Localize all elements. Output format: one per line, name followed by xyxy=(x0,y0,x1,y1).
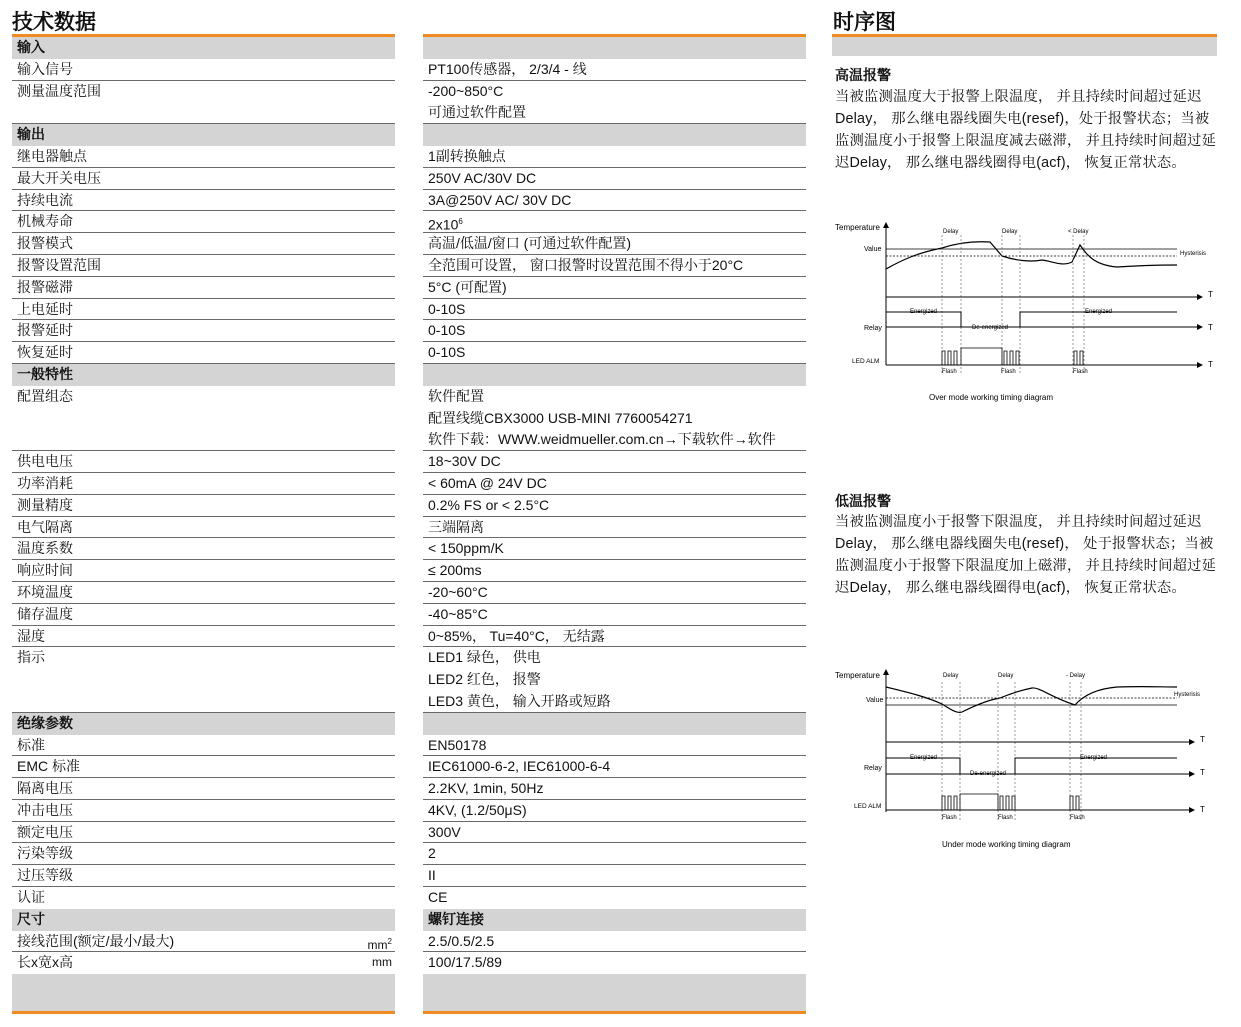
spec-value xyxy=(423,168,806,190)
spec-label-text: 一般特性 xyxy=(17,365,73,382)
spec-value xyxy=(423,952,806,974)
relay-label: Relay xyxy=(864,765,882,772)
spec-value xyxy=(423,582,806,604)
spec-value-text: 4KV, (1.2/50μS) xyxy=(428,801,527,818)
temperature-axis-label: Temperature xyxy=(835,223,880,232)
over-mode-timing-diagram xyxy=(832,215,1217,410)
spec-label xyxy=(12,647,395,669)
section-header-value xyxy=(423,124,806,146)
spec-value-text: 18~30V DC xyxy=(428,453,501,470)
spec-value-text: 0.2% FS or < 2.5°C xyxy=(428,496,550,513)
spec-label-text: 恢复延时 xyxy=(17,344,73,361)
spec-value xyxy=(423,255,806,277)
value-label: Value xyxy=(864,246,882,253)
spec-value-text: 0~85%， Tu=40°C， 无结露 xyxy=(428,627,605,644)
spec-value xyxy=(423,931,806,953)
spec-label-text: 接线范围(额定/最小/最大) xyxy=(17,932,175,949)
spec-label xyxy=(12,887,395,909)
spec-value xyxy=(423,735,806,757)
spec-label-text: 认证 xyxy=(17,889,45,906)
spec-label-column xyxy=(12,34,395,1014)
hysteresis-label: Hysterisis xyxy=(1180,251,1207,257)
spec-label xyxy=(12,691,395,713)
spec-label xyxy=(12,865,395,887)
spec-value-text: II xyxy=(428,867,436,884)
spec-label-text: 污染等级 xyxy=(17,845,73,862)
relay-label: Relay xyxy=(864,325,882,332)
spec-label xyxy=(12,626,395,648)
spec-value-text: 2.5/0.5/2.5 xyxy=(428,932,495,949)
over-mode-caption: Over mode working timing diagram xyxy=(929,393,1054,402)
high-alarm-title: 高温报警 xyxy=(835,67,891,83)
flash-label-1: Flash xyxy=(942,815,957,821)
spec-label xyxy=(12,582,395,604)
spec-value-text: 1副转换触点 xyxy=(428,147,506,164)
spec-value xyxy=(423,647,806,669)
spec-value xyxy=(423,342,806,364)
t-label-3: T xyxy=(1200,805,1205,814)
delay-label-3: - Delay xyxy=(1066,673,1086,679)
spec-value xyxy=(423,756,806,778)
section-header-value xyxy=(423,37,806,59)
spec-label xyxy=(12,255,395,277)
delay-label-1: Delay xyxy=(943,229,959,235)
spec-label xyxy=(12,81,395,103)
spec-label xyxy=(12,320,395,342)
spec-label xyxy=(12,538,395,560)
spec-value-text: 三端隔离 xyxy=(428,518,484,535)
under-mode-timing-diagram xyxy=(832,662,1217,857)
spec-label xyxy=(12,843,395,865)
spec-label xyxy=(12,560,395,582)
delay-label-2: Delay xyxy=(998,673,1014,679)
spec-label-text: 指示 xyxy=(17,649,45,666)
t-label-2: T xyxy=(1208,323,1213,332)
spec-value-text: 可通过软件配置 xyxy=(428,104,526,121)
section-header xyxy=(12,713,395,735)
spec-value xyxy=(423,429,806,451)
spec-label-text: 冲击电压 xyxy=(17,801,73,818)
spec-value xyxy=(423,691,806,713)
spec-value xyxy=(423,451,806,473)
spec-value-text: EN50178 xyxy=(428,736,487,753)
spec-value xyxy=(423,59,806,81)
spec-label xyxy=(12,146,395,168)
spec-value-text: 螺钉连接 xyxy=(428,910,484,927)
spec-label-text: 输出 xyxy=(17,126,45,143)
section-header-value xyxy=(423,713,806,735)
spec-label xyxy=(12,800,395,822)
flash-label-3: Flash xyxy=(1073,369,1088,375)
spec-value-text: LED3 黄色， 输入开路或短路 xyxy=(428,692,611,709)
spec-value-text: 100/17.5/89 xyxy=(428,954,502,971)
spec-label-text: 过压等级 xyxy=(17,867,73,884)
spec-value-text: 300V xyxy=(428,823,461,840)
spec-label-text: 持续电流 xyxy=(17,191,73,208)
energized-label-1: Energized xyxy=(910,309,938,315)
spec-value-text: 250V AC/30V DC xyxy=(428,169,537,186)
spec-value-column xyxy=(423,34,806,1014)
spec-value-text: 软件配置 xyxy=(428,387,484,404)
low-alarm-title: 低温报警 xyxy=(835,493,891,509)
spec-label xyxy=(12,669,395,691)
flash-label-1: Flash xyxy=(942,369,957,375)
spec-value-text: 配置线缆CBX3000 USB-MINI 7760054271 xyxy=(428,409,693,426)
spec-label xyxy=(12,429,395,451)
spec-value-text: IEC61000-6-2, IEC61000-6-4 xyxy=(428,758,611,775)
temperature-axis-label: Temperature xyxy=(835,671,880,680)
spec-label-text: 长x宽x高 xyxy=(17,954,73,971)
spec-label xyxy=(12,952,395,974)
spec-label xyxy=(12,931,395,953)
page-title-tech-data: 技术数据 xyxy=(12,11,96,34)
spec-label-text: 最大开关电压 xyxy=(17,169,101,186)
spec-value-text: 高温/低温/窗口 (可通过软件配置) xyxy=(428,235,631,252)
spec-label xyxy=(12,277,395,299)
spec-value xyxy=(423,843,806,865)
spec-label-text: 报警模式 xyxy=(17,235,73,252)
spec-value xyxy=(423,473,806,495)
deenergized-label: De-energized xyxy=(970,771,1007,777)
spec-label-text: 输入信号 xyxy=(17,60,73,77)
spec-label xyxy=(12,778,395,800)
value-label: Value xyxy=(866,697,884,704)
spec-value: $2x10^6$ xyxy=(423,211,806,233)
spec-label-text: 绝缘参数 xyxy=(17,714,73,731)
spec-label xyxy=(12,59,395,81)
spec-label-text: 尺寸 xyxy=(17,910,45,927)
spec-label-text: 标准 xyxy=(17,736,45,753)
t-label-2: T xyxy=(1200,768,1205,777)
spec-value-text: 3A@250V AC/ 30V DC xyxy=(428,191,572,208)
spec-label-text: 供电电压 xyxy=(17,453,73,470)
spec-label-text: 响应时间 xyxy=(17,562,73,579)
led-alm-label: LED ALM xyxy=(852,358,880,365)
spec-label-text: 储存温度 xyxy=(17,605,73,622)
delay-label-1: Delay xyxy=(943,673,959,679)
spec-label-text: 输入 xyxy=(17,39,45,55)
spec-value xyxy=(423,626,806,648)
spec-label xyxy=(12,102,395,124)
spec-label xyxy=(12,604,395,626)
spec-label-text: 机械寿命 xyxy=(17,213,73,230)
spec-label-text: 上电延时 xyxy=(17,300,73,317)
spec-label xyxy=(12,342,395,364)
spec-label-text: 报警设置范围 xyxy=(17,256,101,273)
temperature-curve xyxy=(886,242,1177,269)
spec-value xyxy=(423,560,806,582)
spec-label xyxy=(12,451,395,473)
spec-value xyxy=(423,604,806,626)
led-alm-label: LED ALM xyxy=(854,803,882,810)
spec-label xyxy=(12,299,395,321)
spec-value-text: ≤ 200ms xyxy=(428,562,482,579)
spec-label xyxy=(12,190,395,212)
section-header xyxy=(12,124,395,146)
spec-label-text: 继电器触点 xyxy=(17,147,87,164)
energized-label-1: Energized xyxy=(910,755,938,761)
spec-value-text: PT100传感器， 2/3/4 - 线 xyxy=(428,60,587,77)
spec-label-text: 隔离电压 xyxy=(17,780,73,797)
section-header xyxy=(12,364,395,386)
high-alarm-description: 当被监测温度大于报警上限温度， 并且持续时间超过延迟Delay， 那么继电器线圈失电(resef)，处于报警状态；当被监测温度小于报警上限温度减去磁滞， 并且持续时间超过延迟Delay， 那么继电器线圈得电(acf)， 恢复正常状态。 xyxy=(835,89,1217,171)
t-label-3: T xyxy=(1208,360,1213,369)
energized-label-2: Energized xyxy=(1085,309,1113,315)
spec-label xyxy=(12,517,395,539)
spec-value xyxy=(423,538,806,560)
spec-label-text: 功率消耗 xyxy=(17,474,73,491)
spec-value-text: LED2 红色， 报警 xyxy=(428,671,541,688)
hysteresis-label: Hysterisis xyxy=(1174,692,1201,698)
section-header-value xyxy=(423,364,806,386)
spec-value-text: < 150ppm/K xyxy=(428,540,504,557)
spec-value xyxy=(423,495,806,517)
spec-unit: $mm^2$ xyxy=(367,936,392,952)
spec-value xyxy=(423,146,806,168)
spec-value xyxy=(423,102,806,124)
delay-label-2: Delay xyxy=(1002,229,1018,235)
flash-label-2: Flash xyxy=(998,815,1013,821)
spec-value-text: LED1 绿色， 供电 xyxy=(428,649,541,666)
spec-label-text: 温度系数 xyxy=(17,540,73,557)
spec-value xyxy=(423,299,806,321)
t-label-1: T xyxy=(1208,290,1213,299)
spec-value-text: -40~85°C xyxy=(428,605,488,622)
section-header xyxy=(12,37,395,59)
spec-value-text: 5°C (可配置) xyxy=(428,278,507,295)
spec-label xyxy=(12,211,395,233)
section-header-value xyxy=(423,909,806,931)
spec-value-text: 0-10S xyxy=(428,322,466,339)
spec-label-text: 报警磁滞 xyxy=(17,278,73,295)
spec-value xyxy=(423,669,806,691)
spec-label-text: 测量温度范围 xyxy=(17,82,101,99)
spec-label-text: 环境温度 xyxy=(17,583,73,600)
spec-label-text: 配置组态 xyxy=(17,387,73,404)
spec-value xyxy=(423,190,806,212)
spec-label xyxy=(12,168,395,190)
deenergized-label: De-energized xyxy=(972,325,1009,331)
spec-value-text: -200~850°C xyxy=(428,82,504,99)
spec-value xyxy=(423,81,806,103)
spec-value xyxy=(423,386,806,408)
energized-label-2: Energized xyxy=(1080,755,1108,761)
temperature-curve xyxy=(886,687,1177,713)
timing-header-bar xyxy=(832,34,1217,56)
spec-label-text: 额定电压 xyxy=(17,823,73,840)
spec-label-text: 电气隔离 xyxy=(17,518,73,535)
spec-value-text: 全范围可设置， 窗口报警时设置范围不得小于20°C xyxy=(428,256,744,273)
spec-value-text: 0-10S xyxy=(428,300,466,317)
under-mode-caption: Under mode working timing diagram xyxy=(942,840,1071,849)
spec-unit: mm xyxy=(372,955,392,970)
spec-value-text: 2.2KV, 1min, 50Hz xyxy=(428,780,544,797)
spec-value-text: 2 xyxy=(428,845,436,862)
spec-value-text: -20~60°C xyxy=(428,583,488,600)
spec-label xyxy=(12,233,395,255)
spec-label xyxy=(12,495,395,517)
spec-label xyxy=(12,756,395,778)
spec-value xyxy=(423,517,806,539)
page-title-timing: 时序图 xyxy=(833,11,896,34)
spec-value xyxy=(423,320,806,342)
flash-label-2: Flash xyxy=(1001,369,1016,375)
spec-value-text: < 60mA @ 24V DC xyxy=(428,474,547,491)
spec-label xyxy=(12,408,395,430)
spec-label-text: 湿度 xyxy=(17,627,45,644)
spec-value xyxy=(423,778,806,800)
spec-label-text: EMC 标准 xyxy=(17,758,80,775)
delay-label-3: < Delay xyxy=(1068,229,1089,235)
spec-value-text: 软件下载：WWW.weidmueller.com.cn→下载软件→软件 xyxy=(428,431,776,448)
spec-value xyxy=(423,800,806,822)
spec-label xyxy=(12,822,395,844)
spec-value xyxy=(423,408,806,430)
low-alarm-description: 当被监测温度小于报警下限温度， 并且持续时间超过延迟Delay， 那么继电器线圈失电(resef)， 处于报警状态；当被监测温度小于报警下限温度加上磁滞， 并且持续时间超过延迟Delay， 那么继电器线圈得电(acf)， 恢复正常状态。 xyxy=(835,514,1217,596)
spec-value xyxy=(423,865,806,887)
spec-label-text: 测量精度 xyxy=(17,496,73,513)
spec-value-text: 0-10S xyxy=(428,344,466,361)
spec-value-text: 2x10 xyxy=(428,217,459,234)
spec-value xyxy=(423,277,806,299)
t-label-1: T xyxy=(1200,735,1205,744)
spec-value xyxy=(423,233,806,255)
spec-label-text: 报警延时 xyxy=(17,322,73,339)
spec-value-text: CE xyxy=(428,889,448,906)
section-header xyxy=(12,909,395,931)
spec-label xyxy=(12,473,395,495)
spec-label xyxy=(12,386,395,408)
flash-label-3: Flash xyxy=(1070,815,1085,821)
spec-value xyxy=(423,887,806,909)
spec-value xyxy=(423,822,806,844)
spec-label xyxy=(12,735,395,757)
